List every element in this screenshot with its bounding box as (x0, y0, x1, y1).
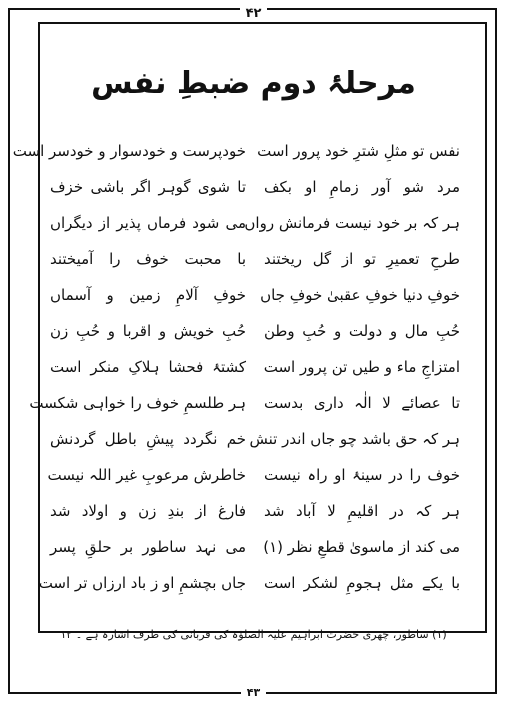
couplet-second-line: جاں بچشمِ او ز باد ارزاں تر است (38, 574, 246, 592)
couplet-first-line: تا عصائے لا الٰہ داری بدست (264, 394, 460, 412)
couplet-first-line: خوف را در سینۂ او راہ نیست (264, 466, 460, 484)
couplet-first-line: حُبِ مال و دولت و حُبِ وطن (264, 322, 460, 340)
couplet (50, 279, 460, 311)
couplet (47, 459, 460, 491)
couplet-first-line: طرحِ تعمیرِ تو از گل ریختند (264, 250, 460, 268)
footnote: (۱) ساطور، چھری حضرت ابراہیم علیہ الصلوٰۃ کی قربانی کی طرف اشارہ ہے ۔ ۱۲ (60, 628, 447, 641)
couplet-second-line: می شود فرماں پذیر از دیگراں (50, 214, 246, 232)
couplet-second-line: کشتۂ فحشا ہلاکِ منکر است (50, 358, 246, 376)
couplet-second-line: حُبِ خویش و اقربا و حُبِ زن (50, 322, 246, 340)
couplet (50, 315, 460, 347)
couplet-first-line: ہر کہ در اقلیمِ لا آباد شد (264, 502, 460, 520)
couplet-first-line: با یکے مثل ہجومِ لشکر است (264, 574, 460, 592)
couplet-second-line: خاطرش مرعوبِ غیر اللہ نیست (47, 466, 246, 484)
couplet-first-line: نفس تو مثلِ شترِ خود پرور است (257, 142, 460, 160)
couplet-second-line: خوفِ آلامِ زمین و آسماں (50, 286, 246, 304)
couplet-list (12, 135, 460, 605)
couplet-second-line: تا شوی گوہر اگر باشی خزف (50, 178, 246, 196)
couplet-first-line: می کند از ماسویٰ قطعِ نظر (۱) (263, 538, 460, 556)
couplet-second-line: خم نگردد پیشِ باطل گردنش (50, 430, 246, 448)
page-number-bottom: ۴۳ (0, 686, 507, 699)
page-number-top: ۴۲ (0, 6, 507, 21)
couplet (50, 495, 460, 527)
couplet-second-line: خودپرست و خودسوار و خودسر است (12, 142, 246, 160)
couplet (50, 531, 460, 563)
couplet-second-line: می نہد ساطور بر حلقِ پسر (50, 538, 246, 556)
couplet (50, 423, 460, 455)
couplet-second-line: فارغ از بندِ زن و اولاد شد (50, 502, 246, 520)
couplet-first-line: مرد شو آور زمامِ او بکف (264, 178, 460, 196)
couplet (38, 567, 460, 599)
couplet (50, 207, 460, 239)
couplet (50, 351, 460, 383)
couplet-second-line: با محبت خوف را آمیختند (50, 250, 246, 268)
couplet (50, 243, 460, 275)
couplet (50, 171, 460, 203)
couplet-first-line: ہر کہ حق باشد چو جاں اندر تنش (249, 430, 460, 448)
couplet-first-line: خوفِ دنیا خوفِ عقبیٰ خوفِ جاں (260, 286, 460, 304)
couplet-second-line: ہر طلسمِ خوف را خواہی شکست (29, 394, 246, 412)
chapter-title: مرحلۂ دوم ضبطِ نفس (91, 66, 416, 101)
couplet (12, 135, 460, 167)
couplet-first-line: امتزاجِ ماء و طیں تن پرور است (263, 358, 460, 376)
couplet (29, 387, 460, 419)
couplet-first-line: ہر کہ بر خود نیست فرمانش رواں (244, 214, 460, 232)
